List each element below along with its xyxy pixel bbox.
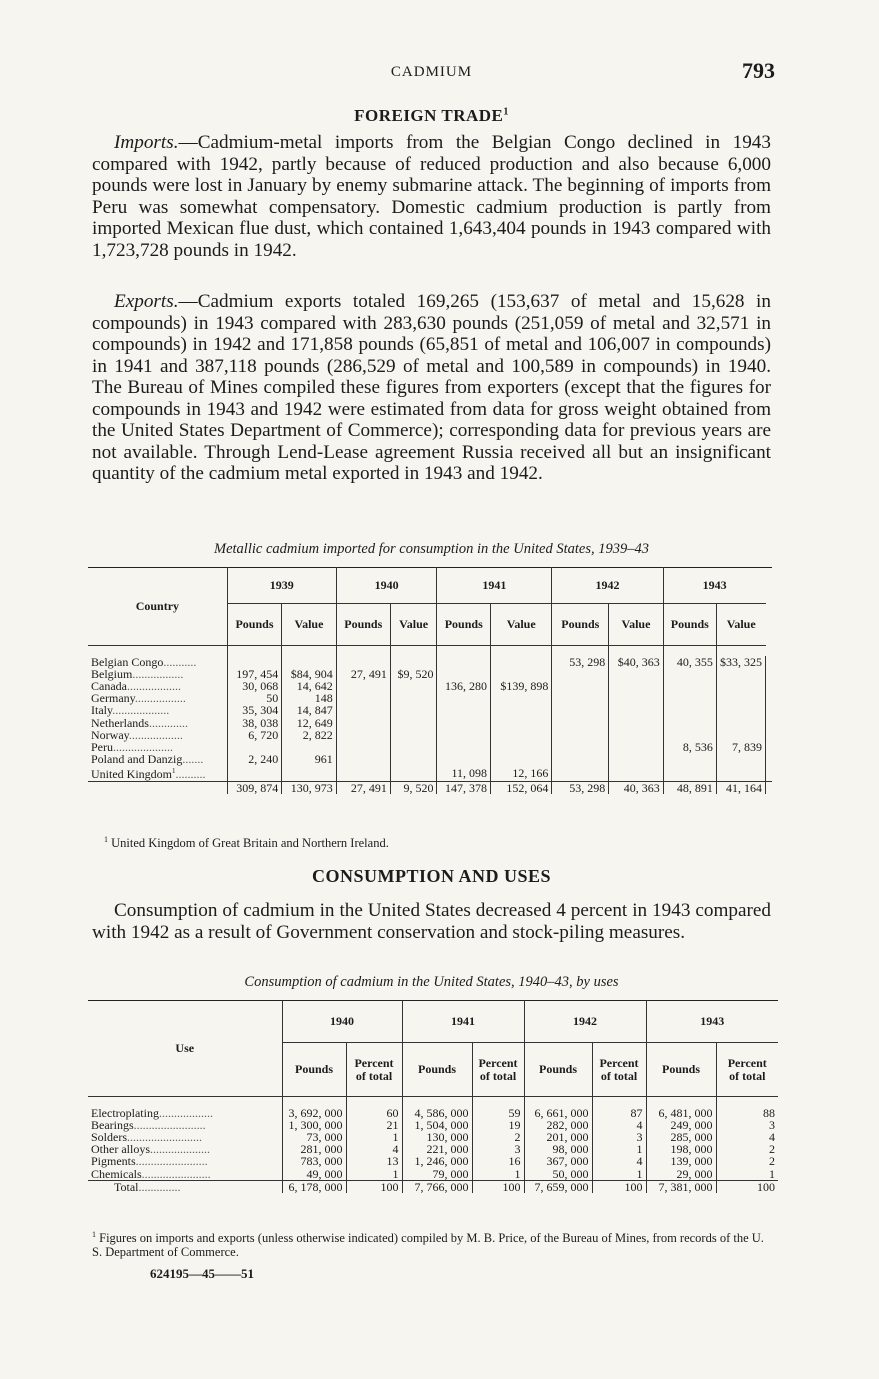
data-cell — [390, 656, 437, 668]
pounds-header: Pounds — [336, 604, 390, 646]
imports-paragraph — [92, 132, 771, 261]
value-header: Value — [282, 604, 336, 646]
pounds-header: Pounds — [437, 604, 491, 646]
data-cell — [663, 668, 716, 680]
total-cell: 41, 164 — [716, 781, 765, 794]
spacer-cell — [766, 765, 773, 781]
data-cell: 1 — [716, 1168, 778, 1181]
data-cell — [716, 692, 765, 704]
year-header: 1939 — [227, 568, 336, 604]
table-row — [88, 729, 772, 741]
data-cell: 6, 481, 000 — [646, 1107, 716, 1119]
exports-text: —Cadmium exports totaled 169,265 (153,637 of metal and 15,628 in compounds) in 1943 compared with 283,630 pounds (251,059 of metal and 32,571 in compounds) in 1942 and 171,858 pounds (65,851 of metal and 106,007 in compounds) in 1941 and 387,118 pounds (286,529 of metal and 100,589 in compounds) in 1940. The Bureau of Mines compiled these figures from exporters (except that the figures for compounds in 1943 and 1942 were estimated from data for gross weight obtained from the United States Department of Commerce); corresponding data for previous years are not available. Through Lend-Lease agreement Russia received all but an insignificant quantity of the cadmium metal exported in 1943 and 1942. — [92, 291, 771, 484]
data-cell — [390, 741, 437, 753]
data-cell: 139, 000 — [646, 1155, 716, 1167]
spacer-cell — [766, 680, 773, 692]
data-cell — [663, 765, 716, 781]
data-cell — [552, 741, 609, 753]
data-cell — [609, 668, 663, 680]
total-cell: 100 — [472, 1180, 524, 1193]
exports-label: Exports. — [114, 291, 179, 312]
data-cell — [663, 753, 716, 765]
total-cell: 100 — [592, 1180, 646, 1193]
data-cell — [437, 704, 491, 716]
use-cell: Solders......................... — [91, 1129, 202, 1144]
data-cell: 783, 000 — [282, 1155, 346, 1167]
year-header: 1941 — [402, 1001, 524, 1043]
data-cell — [437, 717, 491, 729]
country-cell: Poland and Danzig....... — [91, 752, 204, 767]
data-cell: 1 — [346, 1131, 402, 1143]
data-cell — [282, 765, 336, 781]
data-cell — [716, 717, 765, 729]
year-header: 1942 — [524, 1001, 646, 1043]
value-header: Value — [390, 604, 437, 646]
data-cell — [390, 729, 437, 741]
data-cell: $40, 363 — [609, 656, 663, 668]
data-cell: 249, 000 — [646, 1119, 716, 1131]
data-cell — [336, 753, 390, 765]
spacer-cell — [766, 781, 773, 794]
data-cell — [336, 656, 390, 668]
data-cell: 201, 000 — [524, 1131, 592, 1143]
data-cell — [716, 668, 765, 680]
table-row — [88, 765, 772, 781]
country-cell: Belgium................. — [91, 666, 184, 681]
year-header: 1943 — [663, 568, 765, 604]
data-cell — [552, 668, 609, 680]
data-cell — [336, 692, 390, 704]
data-cell — [609, 692, 663, 704]
imports-table — [88, 567, 772, 794]
data-cell: 19 — [472, 1119, 524, 1131]
data-cell: 3 — [472, 1143, 524, 1155]
country-header: Country — [88, 568, 227, 646]
spacer-cell — [766, 668, 773, 680]
running-head — [92, 58, 775, 86]
data-cell: 1 — [472, 1168, 524, 1181]
total-cell: 48, 891 — [663, 781, 716, 794]
data-cell: 1, 300, 000 — [282, 1119, 346, 1131]
data-cell: 1 — [592, 1168, 646, 1181]
data-cell — [491, 704, 552, 716]
data-cell: 3 — [716, 1119, 778, 1131]
data-cell — [552, 717, 609, 729]
data-cell — [336, 765, 390, 781]
data-cell: 2 — [716, 1155, 778, 1167]
data-cell: 88 — [716, 1107, 778, 1119]
spacer-cell — [766, 704, 773, 716]
data-cell: 8, 536 — [663, 741, 716, 753]
exports-paragraph — [92, 291, 771, 485]
data-cell: 98, 000 — [524, 1143, 592, 1155]
data-cell — [552, 692, 609, 704]
data-cell: 27, 491 — [336, 668, 390, 680]
data-cell: 2 — [472, 1131, 524, 1143]
uses-total-row — [88, 1180, 778, 1193]
data-cell: 11, 098 — [437, 765, 491, 781]
data-cell — [390, 704, 437, 716]
pounds-header: Pounds — [646, 1043, 716, 1097]
data-cell: 3 — [592, 1131, 646, 1143]
data-cell — [609, 765, 663, 781]
data-cell: 367, 000 — [524, 1155, 592, 1167]
data-cell: 50 — [227, 692, 281, 704]
uses-table-caption: Consumption of cadmium in the United States, 1940–43, by uses — [244, 974, 619, 990]
data-cell: 2, 822 — [282, 729, 336, 741]
value-header: Value — [716, 604, 765, 646]
data-cell: 148 — [282, 692, 336, 704]
pounds-header: Pounds — [282, 1043, 346, 1097]
data-cell — [609, 729, 663, 741]
use-cell: Other alloys.................... — [91, 1142, 210, 1157]
data-cell — [552, 704, 609, 716]
spacer-cell — [766, 753, 773, 765]
plate-number: 624195—45——51 — [150, 1266, 254, 1281]
data-cell: 60 — [346, 1107, 402, 1119]
data-cell — [552, 765, 609, 781]
data-cell — [609, 704, 663, 716]
data-cell — [716, 704, 765, 716]
foreign-trade-heading: FOREIGN TRADE$^1$ — [354, 106, 509, 125]
country-cell: Norway.................. — [91, 727, 183, 742]
percent-header: Percent of total — [592, 1043, 646, 1097]
pounds-header: Pounds — [524, 1043, 592, 1097]
data-cell — [390, 680, 437, 692]
total-cell: 27, 491 — [336, 781, 390, 794]
total-cell: 6, 178, 000 — [282, 1180, 346, 1193]
data-cell — [282, 656, 336, 668]
data-cell — [336, 717, 390, 729]
data-cell — [390, 692, 437, 704]
data-cell: 29, 000 — [646, 1168, 716, 1181]
data-cell — [716, 680, 765, 692]
year-header: 1940 — [282, 1001, 402, 1043]
table-row — [88, 668, 772, 680]
data-cell — [552, 753, 609, 765]
country-cell: Italy................... — [91, 703, 170, 718]
use-header: Use — [88, 1001, 282, 1097]
consumption-heading: CONSUMPTION AND USES — [311, 866, 552, 886]
data-cell: 59 — [472, 1107, 524, 1119]
consumption-paragraph: Consumption of cadmium in the United States decreased 4 percent in 1943 compared with 1942 as a result of Government conservation and stock-piling measures. — [92, 900, 771, 943]
data-cell: 3, 692, 000 — [282, 1107, 346, 1119]
total-cell: 100 — [346, 1180, 402, 1193]
data-cell: 38, 038 — [227, 717, 281, 729]
data-cell — [663, 692, 716, 704]
data-cell: 73, 000 — [282, 1131, 346, 1143]
page-number: 793 — [742, 58, 775, 83]
data-cell — [336, 680, 390, 692]
data-cell: 6, 720 — [227, 729, 281, 741]
data-cell: 7, 839 — [716, 741, 765, 753]
use-cell: Bearings........................ — [91, 1117, 206, 1132]
data-cell — [390, 753, 437, 765]
total-cell: 147, 378 — [437, 781, 491, 794]
data-cell — [491, 717, 552, 729]
data-cell: 2 — [716, 1143, 778, 1155]
data-cell: $84, 904 — [282, 668, 336, 680]
data-cell: 197, 454 — [227, 668, 281, 680]
data-cell — [437, 692, 491, 704]
spacer-cell — [766, 741, 773, 753]
data-cell: 198, 000 — [646, 1143, 716, 1155]
use-cell: Chemicals....................... — [91, 1166, 211, 1181]
data-cell — [491, 692, 552, 704]
data-cell — [716, 753, 765, 765]
data-cell — [663, 680, 716, 692]
data-cell: 961 — [282, 753, 336, 765]
data-cell: 79, 000 — [402, 1168, 472, 1181]
data-cell: 4 — [592, 1155, 646, 1167]
percent-header: Percent of total — [346, 1043, 402, 1097]
country-cell: Peru.................... — [91, 739, 173, 754]
imports-table-caption: Metallic cadmium imported for consumption in the United States, 1939–43 — [214, 541, 649, 557]
data-cell — [390, 765, 437, 781]
data-cell: 14, 642 — [282, 680, 336, 692]
data-cell — [336, 704, 390, 716]
data-cell: 4, 586, 000 — [402, 1107, 472, 1119]
total-cell: 7, 659, 000 — [524, 1180, 592, 1193]
data-cell — [390, 717, 437, 729]
total-cell: 9, 520 — [390, 781, 437, 794]
data-cell — [437, 741, 491, 753]
data-cell: 281, 000 — [282, 1143, 346, 1155]
data-cell — [491, 753, 552, 765]
data-cell — [227, 765, 281, 781]
country-cell: Belgian Congo........... — [91, 654, 197, 669]
total-label: Total.............. — [88, 1180, 282, 1193]
data-cell: 6, 661, 000 — [524, 1107, 592, 1119]
table-row — [88, 656, 772, 668]
data-cell: 4 — [716, 1131, 778, 1143]
data-cell — [491, 741, 552, 753]
data-cell — [437, 753, 491, 765]
table-row — [88, 692, 772, 704]
pounds-header: Pounds — [552, 604, 609, 646]
imports-text: —Cadmium-metal imports from the Belgian Congo declined in 1943 compared with 1942, partly because of reduced production and also because 6,000 pounds were lost in January by enemy submarine attack. The beginning of imports from Peru was somewhat compensatory. Domestic cadmium production is partly from imported Mexican flue dust, which contained 1,643,404 pounds in 1943 compared with 1,723,728 pounds in 1942. — [92, 132, 771, 261]
total-cell: 309, 874 — [227, 781, 281, 794]
running-head-title: CADMIUM — [390, 64, 473, 80]
value-header: Value — [491, 604, 552, 646]
data-cell: 30, 068 — [227, 680, 281, 692]
data-cell: 14, 847 — [282, 704, 336, 716]
use-cell: Pigments........................ — [91, 1154, 208, 1169]
data-cell: 282, 000 — [524, 1119, 592, 1131]
table-row — [88, 680, 772, 692]
data-cell — [609, 753, 663, 765]
data-cell: 21 — [346, 1119, 402, 1131]
pounds-header: Pounds — [663, 604, 716, 646]
data-cell: $139, 898 — [491, 680, 552, 692]
total-cell: 152, 064 — [491, 781, 552, 794]
country-cell: United Kingdom$^1$.......... — [91, 767, 206, 782]
imports-label: Imports. — [114, 132, 179, 153]
total-cell: 100 — [716, 1180, 778, 1193]
country-cell: Germany................. — [91, 691, 186, 706]
table-row — [88, 717, 772, 729]
data-cell: 1 — [346, 1168, 402, 1181]
data-cell: 35, 304 — [227, 704, 281, 716]
total-cell: 53, 298 — [552, 781, 609, 794]
data-cell: 1, 246, 000 — [402, 1155, 472, 1167]
data-cell: 4 — [346, 1143, 402, 1155]
total-cell: 40, 363 — [609, 781, 663, 794]
data-cell: 87 — [592, 1107, 646, 1119]
value-header: Value — [609, 604, 663, 646]
data-cell — [716, 765, 765, 781]
imports-footnote: $^1$ United Kingdom of Great Britain and Northern Ireland. — [104, 835, 389, 851]
data-cell: 12, 166 — [491, 765, 552, 781]
data-cell — [336, 729, 390, 741]
year-header: 1941 — [437, 568, 552, 604]
data-cell: 4 — [592, 1119, 646, 1131]
data-cell — [663, 717, 716, 729]
imports-total-row — [88, 781, 772, 794]
spacer-cell — [766, 692, 773, 704]
total-cell: 7, 766, 000 — [402, 1180, 472, 1193]
total-cell: 7, 381, 000 — [646, 1180, 716, 1193]
uses-table — [88, 1000, 778, 1193]
spacer-cell — [766, 717, 773, 729]
data-cell: 136, 280 — [437, 680, 491, 692]
data-cell: 12, 649 — [282, 717, 336, 729]
data-cell — [552, 729, 609, 741]
bottom-footnote: $^1$ Figures on imports and exports (unless otherwise indicated) compiled by M. B. Price, of the Bureau of Mines, from records of the U. S. Department of Commerce. — [92, 1230, 764, 1260]
data-cell — [609, 717, 663, 729]
data-cell — [609, 680, 663, 692]
spacer-cell — [766, 656, 773, 668]
data-cell — [227, 656, 281, 668]
data-cell: 2, 240 — [227, 753, 281, 765]
data-cell — [609, 741, 663, 753]
table-row — [88, 704, 772, 716]
pounds-header: Pounds — [227, 604, 281, 646]
data-cell: 50, 000 — [524, 1168, 592, 1181]
data-cell: $33, 325 — [716, 656, 765, 668]
data-cell: 1 — [592, 1143, 646, 1155]
year-header: 1940 — [336, 568, 437, 604]
percent-header: Percent of total — [472, 1043, 524, 1097]
table-row — [88, 1168, 778, 1181]
data-cell: 1, 504, 000 — [402, 1119, 472, 1131]
data-cell: 130, 000 — [402, 1131, 472, 1143]
pounds-header: Pounds — [402, 1043, 472, 1097]
data-cell — [491, 656, 552, 668]
data-cell: 13 — [346, 1155, 402, 1167]
data-cell: 40, 355 — [663, 656, 716, 668]
data-cell — [437, 729, 491, 741]
use-cell: Electroplating.................. — [91, 1105, 213, 1120]
data-cell — [437, 656, 491, 668]
data-cell: 49, 000 — [282, 1168, 346, 1181]
percent-header: Percent of total — [716, 1043, 778, 1097]
year-header: 1943 — [646, 1001, 778, 1043]
data-cell — [663, 704, 716, 716]
table-row — [88, 753, 772, 765]
country-cell: Netherlands............. — [91, 715, 188, 730]
data-cell: 53, 298 — [552, 656, 609, 668]
data-cell — [491, 729, 552, 741]
data-cell: 285, 000 — [646, 1131, 716, 1143]
data-cell: 221, 000 — [402, 1143, 472, 1155]
total-cell: 130, 973 — [282, 781, 336, 794]
year-header: 1942 — [552, 568, 663, 604]
data-cell: 16 — [472, 1155, 524, 1167]
data-cell: $9, 520 — [390, 668, 437, 680]
data-cell — [336, 741, 390, 753]
country-cell: Canada.................. — [91, 678, 181, 693]
spacer-cell — [766, 729, 773, 741]
data-cell — [552, 680, 609, 692]
